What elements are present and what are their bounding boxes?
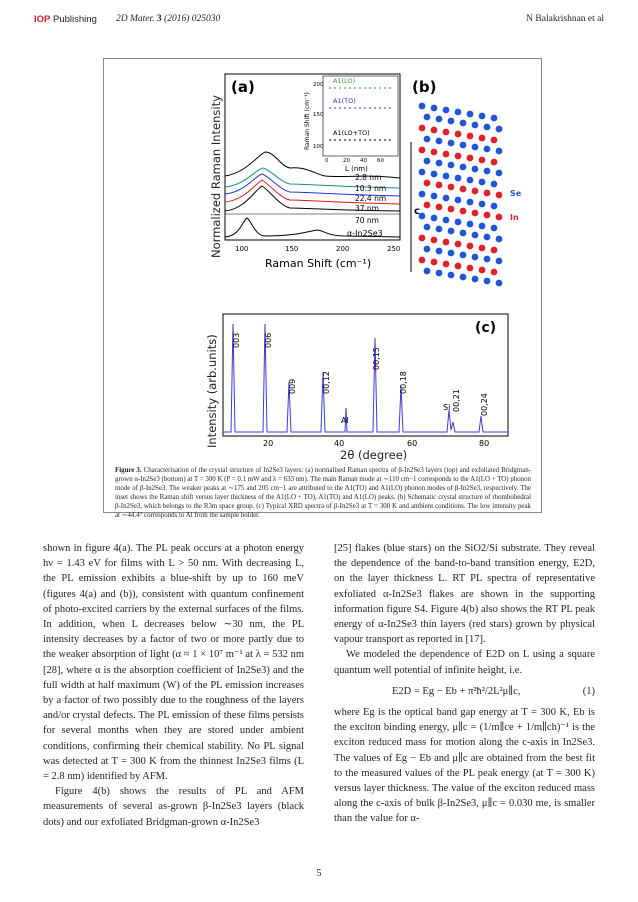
inset-xlabel: L (nm) xyxy=(345,165,368,173)
atom xyxy=(496,236,503,243)
atom xyxy=(472,254,479,261)
atom xyxy=(484,234,491,241)
atom xyxy=(431,171,438,178)
peak-label-009: 009 xyxy=(288,378,297,394)
panel-a-ylabel: Normalized Raman Intensity xyxy=(209,95,223,258)
inset-xtick: 20 xyxy=(343,158,350,164)
figure-caption xyxy=(115,467,531,521)
running-authors: N Balakrishnan et al xyxy=(526,14,604,24)
atom xyxy=(491,137,498,144)
atom xyxy=(431,105,438,112)
atom xyxy=(472,276,479,283)
al-label: Al xyxy=(341,416,349,425)
atom xyxy=(491,247,498,254)
legend-in: In xyxy=(510,213,519,222)
right-paragraph-2: We modeled the dependence of E2D on L using a square quantum well potential of infinite height, i.e. xyxy=(334,649,595,676)
panel-b-structure xyxy=(408,72,526,290)
peak-label-0012: 00,12 xyxy=(322,371,331,394)
atom xyxy=(443,173,450,180)
page-number: 5 xyxy=(316,868,322,879)
atom xyxy=(419,235,426,242)
inset-label-to: A1(TO) xyxy=(333,97,356,105)
panel-a-xtick: 100 xyxy=(235,245,249,253)
atom xyxy=(431,259,438,266)
atom xyxy=(472,210,479,217)
curve-label-70nm: 70 nm xyxy=(355,216,379,225)
atom xyxy=(448,228,455,235)
atom xyxy=(436,160,443,167)
curve-label-22.4nm: 22.4 nm xyxy=(355,194,387,203)
atom xyxy=(479,179,486,186)
equation-1 xyxy=(334,678,595,705)
atom xyxy=(491,159,498,166)
peak-label-003: 003 xyxy=(232,332,241,348)
peak-label-0024: 00,24 xyxy=(480,393,489,416)
inset-xtick: 40 xyxy=(360,158,367,164)
atom xyxy=(431,127,438,134)
atom xyxy=(479,135,486,142)
atom xyxy=(455,263,462,270)
curve-label-37nm: 37 nm xyxy=(355,204,379,213)
atom xyxy=(472,232,479,239)
atom xyxy=(460,164,467,171)
inset-ylabel: Raman Shift (cm⁻¹) xyxy=(304,92,311,150)
atom xyxy=(472,144,479,151)
atom xyxy=(448,250,455,257)
atom xyxy=(484,124,491,131)
atom xyxy=(419,169,426,176)
peak-label-0018: 00,18 xyxy=(399,371,408,394)
atom xyxy=(467,133,474,140)
atom xyxy=(460,186,467,193)
inset-label-lo: A1(LO) xyxy=(333,77,356,85)
panel-c-xtick: 60 xyxy=(407,439,418,448)
panel-c-xtick: 80 xyxy=(479,439,490,448)
left-column xyxy=(43,541,304,830)
atom xyxy=(472,122,479,129)
atom xyxy=(424,114,431,121)
atom xyxy=(419,257,426,264)
atom xyxy=(484,212,491,219)
atom xyxy=(419,191,426,198)
atom xyxy=(448,272,455,279)
inset-xtick: 0 xyxy=(325,158,329,164)
atom xyxy=(436,182,443,189)
right-paragraph-1: [25] flakes (blue stars) on the SiO2/Si substrate. They reveal the dependence of the band-to-band transition energy, E2D, on the layer thickness L. RT PL spectra of representative exfoliated α-In2Se3 flakes are shown in the supporting information figure S4. Figure 4(b) also shows the RT PL peak energy of α-In2Se3 thin layers (red stars) grown by physical vapour transport as reported in [17]. xyxy=(334,543,595,646)
atom xyxy=(443,129,450,136)
panel-b-label: (b) xyxy=(412,78,437,96)
atom xyxy=(455,131,462,138)
atom xyxy=(419,125,426,132)
atom xyxy=(467,221,474,228)
atom xyxy=(467,111,474,118)
inset-ytick: 200 xyxy=(313,82,324,88)
atom xyxy=(460,274,467,281)
atom xyxy=(479,157,486,164)
atom xyxy=(460,120,467,127)
atom xyxy=(479,201,486,208)
crystal-lattice xyxy=(419,103,503,287)
c-axis-label: c xyxy=(414,206,420,217)
atom xyxy=(496,280,503,287)
inset-ytick: 100 xyxy=(313,144,324,150)
atom xyxy=(460,252,467,259)
atom xyxy=(443,195,450,202)
atom xyxy=(436,270,443,277)
atom xyxy=(467,199,474,206)
inset-label-loto: A1(LO+TO) xyxy=(333,129,370,137)
atom xyxy=(460,230,467,237)
atom xyxy=(455,241,462,248)
atom xyxy=(460,142,467,149)
atom xyxy=(491,203,498,210)
atom xyxy=(491,181,498,188)
alpha-in2se3-label: α-In2Se3 xyxy=(347,229,383,238)
atom xyxy=(424,180,431,187)
atom xyxy=(443,107,450,114)
curve-label-2.8nm: 2.8 nm xyxy=(355,173,382,182)
panel-c-label: (c) xyxy=(475,320,497,336)
atom xyxy=(484,146,491,153)
atom xyxy=(436,226,443,233)
atom xyxy=(443,151,450,158)
right-paragraph-3: where Eg is the optical band gap energy at T = 300 K, Eb is the exciton binding energy, μ∥c = (1/m∥ce + 1/m∥ch)⁻¹ is the exciton reduced mass for motion along the c-axis in In2Se3. The values of Eg − Eb and μ∥c are obtained from the best fit to the measured values of the PL peak energy (at T = 300 K) versus layer thickness. The value of the exciton reduced mass along the c-axis of bulk β-In2Se3, μ∥c = 0.030 me, is smaller than the value for α- xyxy=(334,707,595,825)
atom xyxy=(460,208,467,215)
panel-b xyxy=(408,72,526,290)
si-label: Si xyxy=(443,403,451,412)
atom xyxy=(496,258,503,265)
atom xyxy=(431,215,438,222)
atom xyxy=(448,118,455,125)
atom xyxy=(448,162,455,169)
caption-text: Characterisation of the crystal structure of In2Se3 layers: (a) normalised Raman spectra of β-In2Se3 layers (top) and exfoliated Bridgman-grown α-In2Se3 (bottom) at T = 300 K (P = 0.1 mW and λ = 633 nm). The main Raman mode at ∼110 cm−1 corresponds to the A1(LO + TO) phonon mode of β-In2Se3. The weaker peaks at ∼175 and 205 cm−1 are attributed to the A1(TO) and A1(LO) phonon modes of β-In2Se3, respectively. The inset shows the Raman shift versus layer thickness of the A1(LO + TO), A1(TO) and A1(LO) peaks. (b) Schematic crystal structure of rhombohedral β-In2Se3, which belongs to the R3m space group. (c) Typical XRD spectra of β-In2Se3 at T = 300 K and ambient conditions. The low intensity peak at ∼44.4° corresponds to Al from the sample holder. xyxy=(115,467,531,519)
atom xyxy=(491,115,498,122)
atom xyxy=(431,193,438,200)
publisher-logo: IOP Publishing xyxy=(34,14,97,25)
atom xyxy=(436,138,443,145)
atom xyxy=(448,184,455,191)
atom xyxy=(455,175,462,182)
atom xyxy=(424,158,431,165)
atom xyxy=(479,113,486,120)
atom xyxy=(424,136,431,143)
panel-a-xlabel: Raman Shift (cm⁻¹) xyxy=(265,257,372,270)
atom xyxy=(467,155,474,162)
atom xyxy=(455,153,462,160)
atom xyxy=(436,248,443,255)
atom xyxy=(484,256,491,263)
atom xyxy=(479,223,486,230)
atom xyxy=(491,269,498,276)
atom xyxy=(419,103,426,110)
panel-a xyxy=(205,70,405,280)
inset-ytick: 150 xyxy=(313,112,324,118)
atom xyxy=(472,166,479,173)
atom xyxy=(443,239,450,246)
panel-c-plot xyxy=(203,312,515,454)
panel-a-xtick: 150 xyxy=(285,245,299,253)
left-paragraph-2: Figure 4(b) shows the results of PL and AFM measurements of several as-grown β-In2Se3 layers (black dots) and our exfoliated Bridgman-grown α-In2Se3 xyxy=(43,786,304,828)
panel-c xyxy=(203,312,515,454)
atom xyxy=(424,268,431,275)
panel-a-xtick: 200 xyxy=(336,245,350,253)
atom xyxy=(448,140,455,147)
atom xyxy=(484,168,491,175)
atom xyxy=(467,265,474,272)
atom xyxy=(479,245,486,252)
atom xyxy=(443,261,450,268)
panel-c-xlabel: 2θ (degree) xyxy=(340,448,408,462)
legend-se: Se xyxy=(510,189,522,198)
caption-label: Figure 3. xyxy=(115,467,142,474)
panel-c-xtick: 20 xyxy=(263,439,274,448)
atom xyxy=(455,109,462,116)
atom xyxy=(443,217,450,224)
atom xyxy=(455,219,462,226)
left-paragraph-1: shown in figure 4(a). The PL peak occurs at a photon energy hν = 1.43 eV for films with L > 50 nm. With decreasing L, the PL emission exhibits a blue-shift by up to 160 meV (figures 4(a) and (b)), consistent with quantum confinement of photo-excited carriers by the external surfaces of the films. In addition, when L decreases below ∼30 nm, the PL intensity decreases by a factor of two or more partly due to the weaker absorption of light (α ≈ 1 × 10⁷ m⁻¹ at λ = 532 nm [28], where α is the absorption coefficient of In2Se3) and the full width at half maximum (W) of the PL emission increases by a factor of two possibly due to the roughness of the layers and/or crystal defects. The PL emission of these films persists for several months when they are stored under ambient conditions, confirming their chemical stability. No PL signal was detected at T = 300 K from the thinnest In2Se3 films (L = 2.8 nm) identified by AFM. xyxy=(43,543,304,783)
atom xyxy=(455,197,462,204)
atom xyxy=(484,190,491,197)
equation-formula: E2D = Eg − Eb + π²ħ²/2L²μ∥c, xyxy=(392,685,521,697)
atom xyxy=(496,170,503,177)
atom xyxy=(496,148,503,155)
equation-number: (1) xyxy=(582,685,595,697)
atom xyxy=(479,267,486,274)
atom xyxy=(491,225,498,232)
panel-c-xtick: 40 xyxy=(334,439,345,448)
peak-label-006: 006 xyxy=(264,332,273,348)
panel-a-label: (a) xyxy=(231,78,255,96)
atom xyxy=(424,224,431,231)
journal-citation: 2D Mater. 3 (2016) 025030 xyxy=(116,14,221,24)
atom xyxy=(419,147,426,154)
right-column xyxy=(334,541,595,827)
atom xyxy=(484,278,491,285)
peak-label-0021: 00,21 xyxy=(452,389,461,412)
atom xyxy=(496,192,503,199)
panel-c-ylabel: Intensity (arb.units) xyxy=(205,334,219,448)
atom xyxy=(431,237,438,244)
atom xyxy=(448,206,455,213)
atom xyxy=(431,149,438,156)
atom xyxy=(467,243,474,250)
atom xyxy=(424,202,431,209)
curve-label-10.3nm: 10.3 nm xyxy=(355,184,387,193)
inset-xtick: 60 xyxy=(377,158,384,164)
page-header xyxy=(34,14,604,28)
panel-a-plot xyxy=(205,70,405,280)
atom xyxy=(496,126,503,133)
atom xyxy=(472,188,479,195)
atom xyxy=(496,214,503,221)
panel-a-xtick: 250 xyxy=(387,245,401,253)
atom xyxy=(436,204,443,211)
atom xyxy=(436,116,443,123)
peak-label-0015: 00,15 xyxy=(372,347,381,370)
atom xyxy=(467,177,474,184)
atom xyxy=(424,246,431,253)
